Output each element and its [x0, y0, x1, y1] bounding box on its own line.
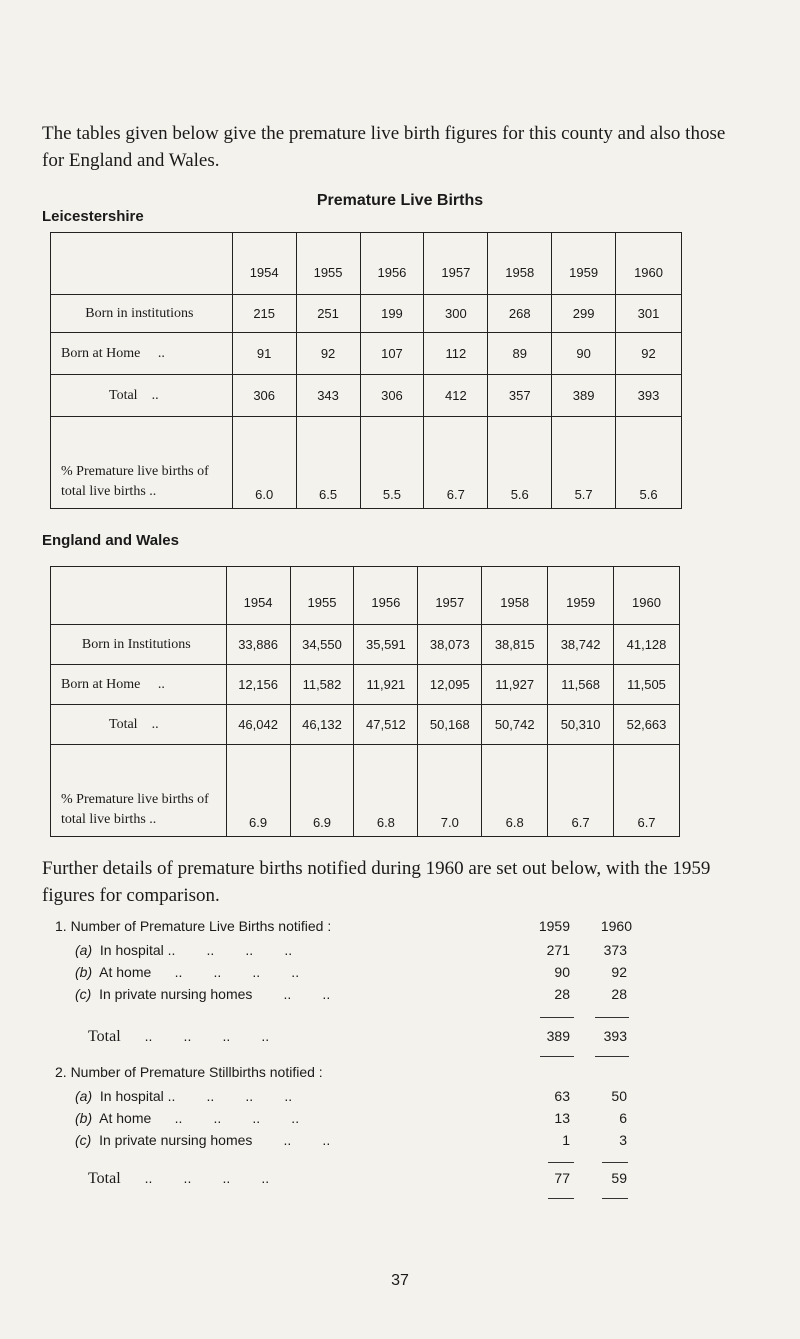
year-header: 1955 — [290, 567, 354, 625]
row-label: Total .. — [51, 375, 233, 417]
cell: 7.0 — [418, 745, 482, 837]
cell: 38,073 — [418, 625, 482, 665]
cell: 301 — [616, 295, 682, 333]
table-row — [51, 705, 680, 745]
england-wales-table — [50, 566, 680, 837]
cell: 299 — [552, 295, 616, 333]
table-header-row — [51, 233, 682, 295]
table-row — [51, 625, 680, 665]
value-1960: 50 — [611, 1088, 627, 1104]
list-item — [0, 1110, 800, 1130]
cell: 112 — [424, 333, 488, 375]
list-item — [0, 964, 800, 984]
value-1960: 28 — [611, 986, 627, 1002]
cell: 91 — [232, 333, 296, 375]
cell: 300 — [424, 295, 488, 333]
row-label: % Premature live births of total live births .. — [51, 745, 227, 837]
table-row — [51, 295, 682, 333]
sum-rule — [602, 1198, 628, 1199]
cell: 6.7 — [424, 417, 488, 509]
section-title: Premature Live Births — [316, 192, 484, 209]
year-header: 1957 — [418, 567, 482, 625]
cell: 12,095 — [418, 665, 482, 705]
table-row — [51, 745, 680, 837]
year-header: 1956 — [360, 233, 424, 295]
row-label: Born in Institutions — [51, 625, 227, 665]
sum-rule — [548, 1162, 574, 1163]
value-1960: 3 — [619, 1132, 627, 1148]
item-label: (a) In hospital .. .. .. .. — [75, 942, 293, 958]
cell: 6.7 — [614, 745, 680, 837]
cell: 6.9 — [290, 745, 354, 837]
sum-rule — [602, 1162, 628, 1163]
value-1959: 63 — [554, 1088, 570, 1104]
cell: 11,582 — [290, 665, 354, 705]
table-row — [51, 375, 682, 417]
sum-rule — [540, 1017, 574, 1018]
value-1959: 28 — [554, 986, 570, 1002]
total-row — [0, 1028, 800, 1048]
cell: 343 — [296, 375, 360, 417]
year-header: 1959 — [548, 567, 614, 625]
table-row — [51, 333, 682, 375]
col1-header: 1959 — [538, 918, 570, 934]
header-blank — [51, 567, 227, 625]
cell: 47,512 — [354, 705, 418, 745]
cell: 215 — [232, 295, 296, 333]
sum-rule — [548, 1198, 574, 1199]
cell: 6.8 — [354, 745, 418, 837]
year-header: 1957 — [424, 233, 488, 295]
cell: 41,128 — [614, 625, 680, 665]
cell: 50,310 — [548, 705, 614, 745]
cell: 12,156 — [226, 665, 290, 705]
cell: 46,132 — [290, 705, 354, 745]
value-1960: 373 — [603, 942, 627, 958]
cell: 199 — [360, 295, 424, 333]
value-1960: 92 — [611, 964, 627, 980]
intro-paragraph: The tables given below give the premature live birth figures for this county and also those for England and Wales. — [42, 123, 726, 171]
cell: 35,591 — [354, 625, 418, 665]
cell: 33,886 — [226, 625, 290, 665]
cell: 11,921 — [354, 665, 418, 705]
cell: 52,663 — [614, 705, 680, 745]
year-header: 1960 — [614, 567, 680, 625]
row-label: Born at Home .. — [51, 665, 227, 705]
row-label: Born in institutions — [51, 295, 233, 333]
table-row — [51, 665, 680, 705]
cell: 5.6 — [488, 417, 552, 509]
year-header: 1958 — [482, 567, 548, 625]
cell: 92 — [616, 333, 682, 375]
year-header: 1954 — [226, 567, 290, 625]
cell: 306 — [232, 375, 296, 417]
total-1960: 393 — [603, 1028, 627, 1044]
col2-header: 1960 — [600, 918, 632, 934]
cell: 90 — [552, 333, 616, 375]
section1-heading: 1. Number of Premature Live Births notified : — [55, 918, 332, 934]
list-item — [0, 986, 800, 1006]
further-paragraph: Further details of premature births notified during 1960 are set out below, with the 1959 figures for comparison. — [42, 858, 711, 906]
cell: 251 — [296, 295, 360, 333]
sum-rule — [595, 1017, 629, 1018]
cell: 5.5 — [360, 417, 424, 509]
year-header: 1954 — [232, 233, 296, 295]
cell: 393 — [616, 375, 682, 417]
cell: 38,815 — [482, 625, 548, 665]
list-heading-row — [0, 1064, 800, 1084]
total-1959: 389 — [546, 1028, 570, 1044]
cell: 11,505 — [614, 665, 680, 705]
list-heading-row — [0, 918, 800, 938]
value-1959: 13 — [554, 1110, 570, 1126]
cell: 6.0 — [232, 417, 296, 509]
total-1959: 77 — [554, 1170, 570, 1186]
value-1960: 6 — [619, 1110, 627, 1126]
year-header: 1958 — [488, 233, 552, 295]
cell: 34,550 — [290, 625, 354, 665]
total-label: Total .. .. .. .. — [88, 1170, 270, 1187]
total-label: Total .. .. .. .. — [88, 1028, 270, 1045]
row-label: Total .. — [51, 705, 227, 745]
item-label: (b) At home .. .. .. .. — [75, 1110, 300, 1126]
cell: 50,168 — [418, 705, 482, 745]
cell: 5.6 — [616, 417, 682, 509]
cell: 50,742 — [482, 705, 548, 745]
cell: 92 — [296, 333, 360, 375]
cell: 357 — [488, 375, 552, 417]
year-header: 1956 — [354, 567, 418, 625]
list-item — [0, 942, 800, 962]
sum-rule — [540, 1056, 574, 1057]
leicestershire-table — [50, 232, 682, 509]
page-number: 37 — [391, 1272, 409, 1289]
cell: 268 — [488, 295, 552, 333]
list-item — [0, 1132, 800, 1152]
table-header-row — [51, 567, 680, 625]
section2-heading: 2. Number of Premature Stillbirths notified : — [55, 1064, 323, 1080]
cell: 6.7 — [548, 745, 614, 837]
region-title-leicestershire: Leicestershire — [42, 208, 144, 225]
cell: 11,568 — [548, 665, 614, 705]
value-1959: 90 — [554, 964, 570, 980]
row-label: Born at Home .. — [51, 333, 233, 375]
cell: 6.8 — [482, 745, 548, 837]
item-label: (a) In hospital .. .. .. .. — [75, 1088, 293, 1104]
cell: 107 — [360, 333, 424, 375]
cell: 306 — [360, 375, 424, 417]
cell: 11,927 — [482, 665, 548, 705]
item-label: (c) In private nursing homes .. .. — [75, 1132, 331, 1148]
list-item — [0, 1088, 800, 1108]
item-label: (c) In private nursing homes .. .. — [75, 986, 331, 1002]
cell: 5.7 — [552, 417, 616, 509]
region-title-england-wales: England and Wales — [42, 532, 179, 549]
value-1959: 1 — [562, 1132, 570, 1148]
cell: 412 — [424, 375, 488, 417]
table-row — [51, 417, 682, 509]
cell: 89 — [488, 333, 552, 375]
item-label: (b) At home .. .. .. .. — [75, 964, 300, 980]
year-header: 1955 — [296, 233, 360, 295]
total-1960: 59 — [611, 1170, 627, 1186]
row-label: % Premature live births of total live births .. — [51, 417, 233, 509]
cell: 389 — [552, 375, 616, 417]
year-header: 1960 — [616, 233, 682, 295]
cell: 6.5 — [296, 417, 360, 509]
header-blank — [51, 233, 233, 295]
value-1959: 271 — [546, 942, 570, 958]
total-row — [0, 1170, 800, 1190]
sum-rule — [595, 1056, 629, 1057]
cell: 38,742 — [548, 625, 614, 665]
year-header: 1959 — [552, 233, 616, 295]
cell: 46,042 — [226, 705, 290, 745]
cell: 6.9 — [226, 745, 290, 837]
